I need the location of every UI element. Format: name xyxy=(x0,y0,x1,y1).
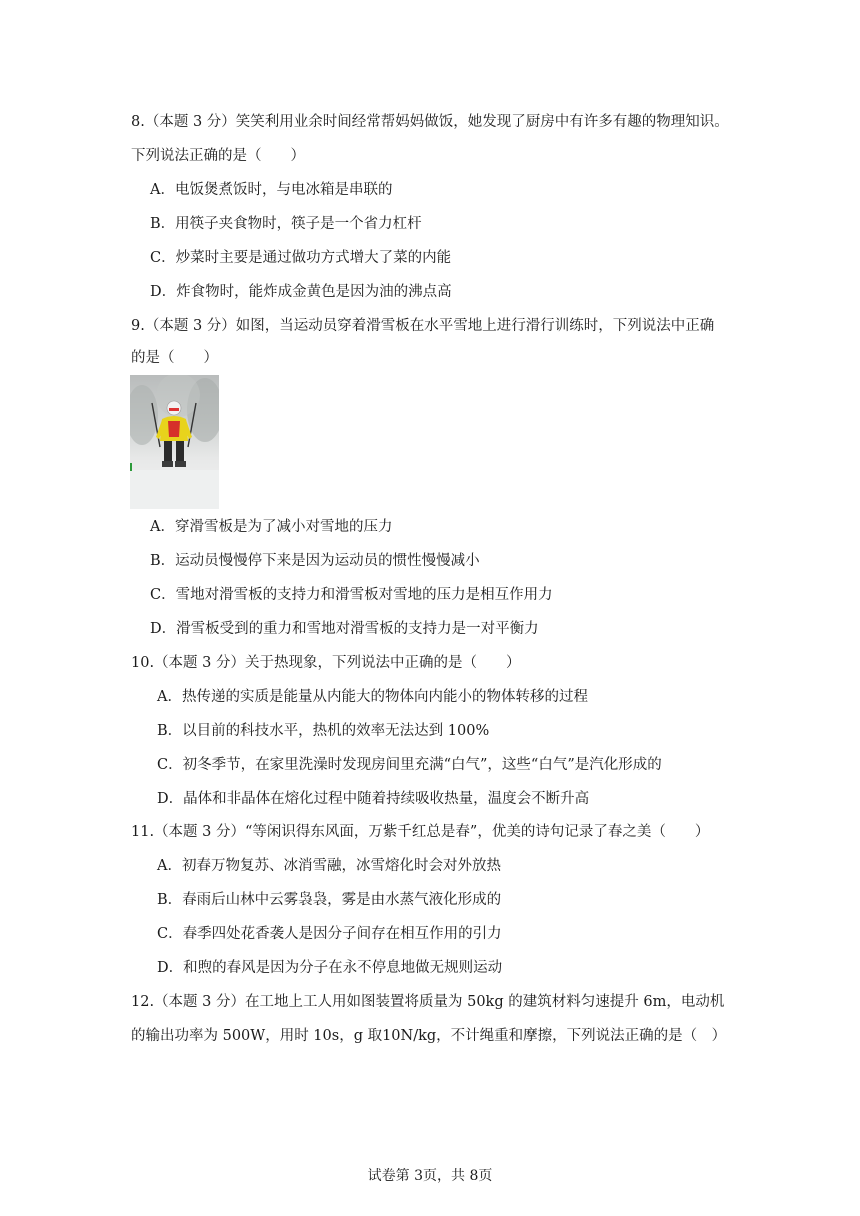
q11-option-a: A．初春万物复苏、冰消雪融，冰雪熔化时会对外放热 xyxy=(157,858,501,874)
q11-option-c: C．春季四处花香袭人是因分子间存在相互作用的引力 xyxy=(157,926,502,942)
page-footer: 试卷第 3页，共 8页 xyxy=(367,1168,493,1184)
q8-stem-line-2: 下列说法正确的是（ ） xyxy=(131,148,305,164)
q8-option-b: B．用筷子夹食物时，筷子是一个省力杠杆 xyxy=(150,216,422,232)
q11-option-b: B．春雨后山林中云雾袅袅，雾是由水蒸气液化形成的 xyxy=(157,892,502,908)
q8-stem-line-1: 8.（本题 3 分）笑笑利用业余时间经常帮妈妈做饭，她发现了厨房中有许多有趣的物理知识。 xyxy=(131,114,729,130)
q9-option-d: D．滑雪板受到的重力和雪地对滑雪板的支持力是一对平衡力 xyxy=(150,621,539,637)
q11-option-d: D．和煦的春风是因为分子在永不停息地做无规则运动 xyxy=(157,960,503,976)
q10-option-d: D．晶体和非晶体在熔化过程中随着持续吸收热量，温度会不断升高 xyxy=(157,791,590,807)
q10-stem-line-1: 10.（本题 3 分）关于热现象，下列说法中正确的是（ ） xyxy=(131,655,521,671)
q9-option-b: B．运动员慢慢停下来是因为运动员的惯性慢慢减小 xyxy=(150,553,480,569)
q8-option-d: D．炸食物时，能炸成金黄色是因为油的沸点高 xyxy=(150,284,452,300)
q11-stem-line-1: 11.（本题 3 分）“等闲识得东风面，万紫千红总是春”，优美的诗句记录了春之美（ ） xyxy=(131,824,710,840)
q10-option-b: B．以目前的科技水平，热机的效率无法达到 100% xyxy=(157,723,490,739)
q8-option-c: C．炒菜时主要是通过做功方式增大了菜的内能 xyxy=(150,250,452,266)
q9-stem-line-2: 的是（ ） xyxy=(131,350,218,366)
q12-stem-line-2: 的输出功率为 500W，用时 10s，g 取10N/kg，不计绳重和摩擦，下列说法正确的是（ ） xyxy=(131,1028,727,1044)
q8-option-a: A．电饭煲煮饭时，与电冰箱是串联的 xyxy=(150,182,393,198)
q9-option-c: C．雪地对滑雪板的支持力和滑雪板对雪地的压力是相互作用力 xyxy=(150,587,553,603)
q10-option-c: C．初冬季节，在家里洗澡时发现房间里充满“白气”，这些“白气”是汽化形成的 xyxy=(157,757,662,773)
skier-photo xyxy=(130,375,219,509)
q10-option-a: A．热传递的实质是能量从内能大的物体向内能小的物体转移的过程 xyxy=(157,689,588,705)
q9-stem-line-1: 9.（本题 3 分）如图，当运动员穿着滑雪板在水平雪地上进行滑行训练时，下列说法中正确 xyxy=(131,318,715,334)
q12-stem-line-1: 12.（本题 3 分）在工地上工人用如图装置将质量为 50kg 的建筑材料匀速提升 6m，电动机 xyxy=(131,994,725,1010)
q9-option-a: A．穿滑雪板是为了减小对雪地的压力 xyxy=(150,519,393,535)
